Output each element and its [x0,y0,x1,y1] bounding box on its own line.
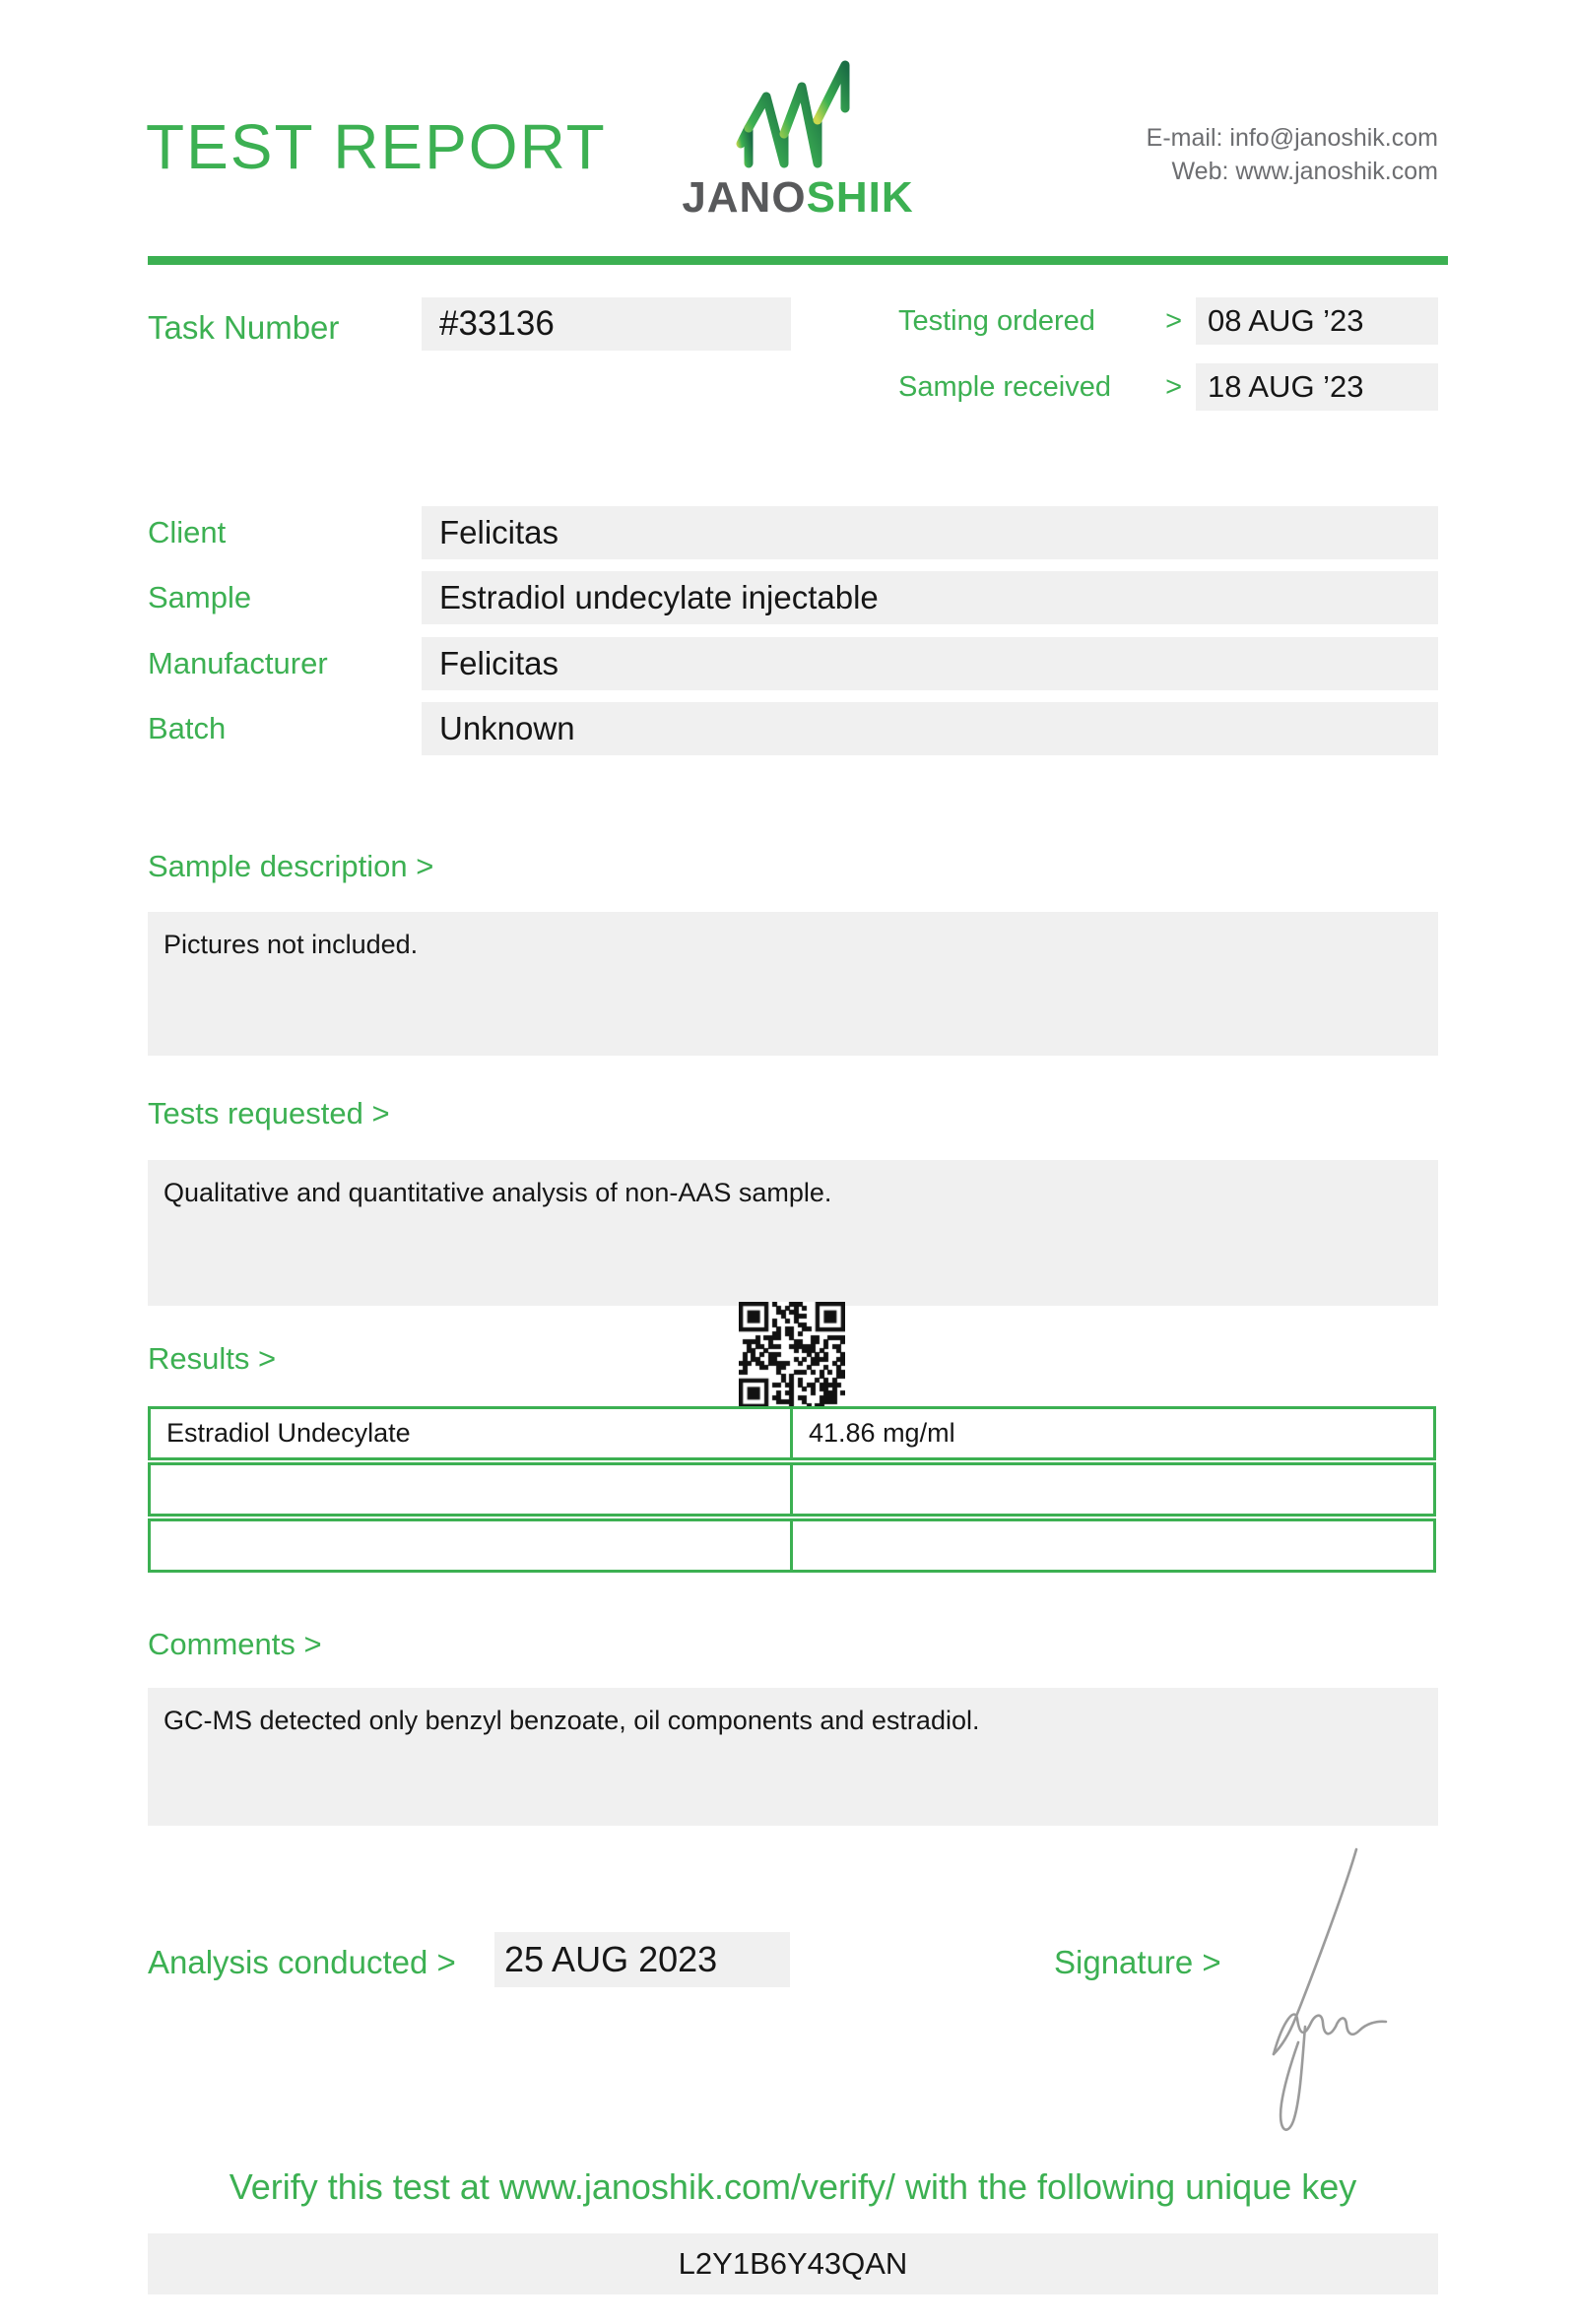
arrow-icon: > [1165,370,1182,403]
growth-chart-icon [729,57,867,173]
sample-received-value: 18 AUG ’23 [1196,363,1438,411]
testing-ordered-label: Testing ordered [898,304,1095,337]
client-row [148,506,1438,559]
result-analyte: Estradiol Undecylate [151,1409,793,1457]
contact-web: Web: www.janoshik.com [1171,157,1438,185]
table-row [148,1518,1436,1573]
tests-requested-body: Qualitative and quantitative analysis of non-AAS sample. [148,1160,1438,1306]
verify-instruction: Verify this test at www.janoshik.com/verify/ with the following unique key [229,2166,1357,2207]
tests-requested-heading: Tests requested > [148,1096,390,1130]
sample-received-label: Sample received [898,370,1111,403]
table-row [148,1462,1436,1517]
result-value [793,1465,1433,1514]
result-value [793,1521,1433,1570]
sample-description-body: Pictures not included. [148,912,1438,1056]
sample-value: Estradiol undecylate injectable [422,571,1438,624]
result-analyte [151,1521,793,1570]
handwritten-signature [1246,1843,1413,2139]
table-row [148,1406,1436,1460]
batch-value: Unknown [422,702,1438,755]
analysis-conducted-date: 25 AUG 2023 [494,1932,790,1987]
logo-shik: SHIK [806,173,914,222]
task-number-label: Task Number [148,309,340,346]
header-divider [148,256,1448,265]
sample-label: Sample [148,580,252,614]
testing-ordered-row [898,297,1438,345]
contact-block [1147,122,1438,189]
client-label: Client [148,515,227,549]
sample-description-heading: Sample description > [148,849,434,883]
result-analyte [151,1465,793,1514]
page-title: TEST REPORT [146,111,607,182]
results-table [148,1406,1436,1575]
batch-row [148,702,1438,755]
janoshik-logo [670,57,926,223]
unique-key: L2Y1B6Y43QAN [148,2233,1438,2294]
analysis-conducted-label: Analysis conducted > [148,1944,456,1980]
arrow-icon: > [1165,304,1182,337]
contact-email: E-mail: info@janoshik.com [1146,124,1438,152]
qr-code [739,1302,845,1408]
sample-row [148,571,1438,624]
manufacturer-label: Manufacturer [148,646,328,680]
manufacturer-value: Felicitas [422,637,1438,690]
comments-heading: Comments > [148,1627,322,1661]
logo-jano: JANO [682,173,807,222]
testing-ordered-value: 08 AUG ’23 [1196,297,1438,345]
comments-body: GC-MS detected only benzyl benzoate, oil components and estradiol. [148,1688,1438,1826]
sample-received-row [898,363,1438,411]
logo-wordmark [670,173,926,223]
signature-label: Signature > [1054,1944,1221,1980]
task-number-value: #33136 [422,297,791,351]
results-heading: Results > [148,1341,277,1376]
manufacturer-row [148,637,1438,690]
client-value: Felicitas [422,506,1438,559]
result-value: 41.86 mg/ml [809,1418,955,1448]
batch-label: Batch [148,711,227,745]
